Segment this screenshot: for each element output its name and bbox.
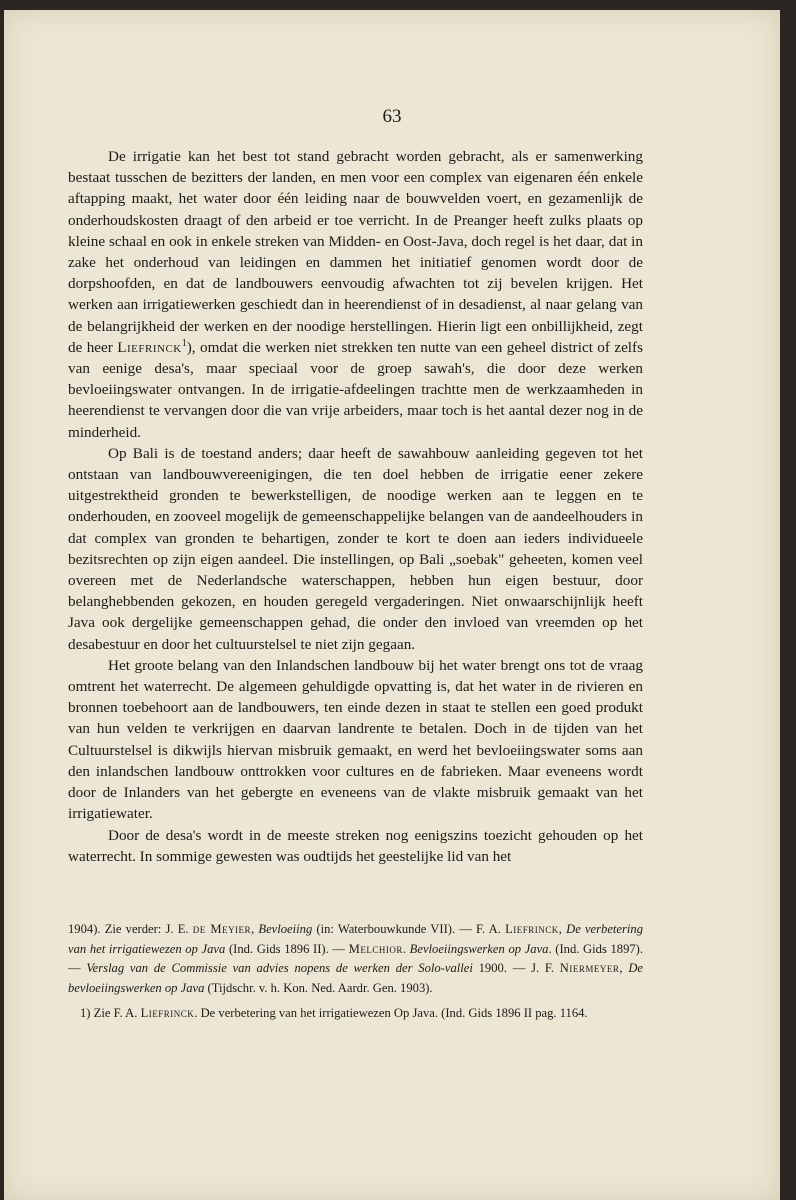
- fn-author: Melchior: [348, 941, 403, 956]
- paragraph-1-text-a: De irrigatie kan het best tot stand gebracht worden gebracht, als er samenwerking bestaat tusschen de bezitters der landen, en men voor een complex van eigenaren één enkele aftapping maakt, het water door één leiding naar de bouwvelden voert, en gezamenlijk de onderhoudskosten draagt of den arbeid er toe verricht. In de Preanger heeft zulks plaats op kleine schaal en ook in enkele streken van Midden- en Oost-Java, doch regel is het daar, dat in zake het onderhoud van leidingen en dammen het initiatief genomen wordt door de dorpshoofden, en dat de landbouwers eenvoudig afwachten tot zij bevelen krijgen. Het werken aan irrigatiewerken geschiedt dan in heerendienst of in desadienst, al naar gelang van de belangrijkheid der werken en der noodige herstellingen. Hierin ligt een onbillijkheid, zegt de heer: [68, 148, 643, 356]
- fn-author: de Meyier: [192, 922, 252, 936]
- fn-title: Bevloeiing: [258, 922, 313, 936]
- fn-author: Liefrinck: [140, 1006, 195, 1021]
- paragraph-3: Het groote belang van den Inlandschen landbouw bij het water brengt ons tot de vraag omtrent het waterrecht. De algemeen gehuldigde opvatting is, dat het water in de rivieren en bronnen toebehoort aan de landbouwers, ten einde dezen in staat te stellen een goed produkt van hun velden te verkrijgen en daarvan landrente te betalen. Doch in de tijden van het Cultuurstelsel is dikwijls hiervan misbruik gemaakt, en werd het bevloeiingswater soms aan den inlandschen landbouw onttrokken voor cultures en de fabrieken. Maar eveneens wordt door de Inlanders van het gebergte en eveneens van de vlakte misbruik gemaakt van het irrigatiewater.: [68, 656, 643, 823]
- fn-text: ,: [558, 922, 567, 936]
- fn-title: De verbetering van het irrigatiewezen op Java: [68, 922, 644, 956]
- footnotes: [68, 920, 643, 1030]
- page-number: 63: [382, 106, 402, 127]
- fn-title: De bevloeiingswerken op Java: [68, 961, 643, 995]
- fn-text: 1900. — J. F.: [472, 961, 560, 976]
- fn-text: (in: Waterbouwkunde VII). — F. A.: [312, 922, 506, 936]
- fn-title: Verslag van de Commissie van advies nopens de werken der Solo-vallei: [86, 961, 473, 976]
- page: [4, 10, 780, 1200]
- footnote-ref-1[interactable]: 1: [181, 337, 187, 349]
- paragraph-1-text-b: ), omdat die werken niet strekken ten nutte van een geheel district of zelfs van eenige desa's, maar speciaal voor de groep sawah's, die door deze werken bevloeiingswater ontvangen. In de irrigatie-afdeelingen trachtte men de werkzaamheden in heerendienst te vervangen door die van vrije arbeiders, maar toch is het aantal dezer nog in de minderheid.: [68, 338, 643, 441]
- paragraph-2: Op Bali is de toestand anders; daar heeft de sawahbouw aanleiding gegeven tot het ontstaan van landbouwvereenigingen, die ten doel hebben de irrigatie eener zekere uitgestrektheid gronden te bewerkstelligen, de noodige werken aan te leggen en te onderhouden, en zooveel mogelijk de gemeenschappelijke belangen van de aandeelhouders in dat complex van gronden te behartigen, zonder te kort te doen aan ieders individueele bezitsrechten op zijn eigen aandeel. Die instellingen, op Bali „soebak" geheeten, komen veel overeen met de Nederlandsche waterschappen, hebben hun eigen bestuur, door belanghebbenden gekozen, en houden geregeld vergaderingen. Niet onwaarschijnlijk heeft Java ook dergelijke gemeenschappen gehad, die onder den invloed van vreemden op het desabestuur en door het cultuurstelsel te niet zijn gegaan.: [68, 444, 643, 653]
- footnote-1: [68, 1004, 643, 1024]
- fn-text: ,: [619, 961, 629, 976]
- fn-author: Liefrinck: [505, 922, 559, 936]
- author-name-liefrinck: Liefrinck: [117, 338, 182, 356]
- fn-text: .: [402, 941, 410, 956]
- paragraph-4: Door de desa's wordt in de meeste streken nog eenigszins toezicht gehouden op het waterrecht. In sommige gewesten was oudtijds het geestelijke lid van het: [68, 826, 643, 865]
- body-text: [68, 146, 643, 867]
- fn-text: 1904). Zie verder: J. E.: [68, 922, 193, 936]
- fn-text: 1) Zie F. A.: [80, 1006, 141, 1021]
- fn-text: . De verbetering van het irrigatiewezen Op Java. (Ind. Gids 1896 II pag. 1164.: [194, 1006, 588, 1021]
- fn-text: (Tijdschr. v. h. Kon. Ned. Aardr. Gen. 1903).: [204, 980, 433, 995]
- footnote-continuation: [68, 920, 643, 998]
- fn-text: ,: [251, 922, 259, 936]
- fn-text: . (Ind. Gids 1897). —: [68, 941, 644, 976]
- fn-title: Bevloeiingswerken op Java: [409, 941, 549, 956]
- fn-author: Niermeyer: [559, 961, 620, 976]
- paragraph-1: [68, 146, 643, 443]
- fn-text: (Ind. Gids 1896 II). —: [225, 941, 349, 956]
